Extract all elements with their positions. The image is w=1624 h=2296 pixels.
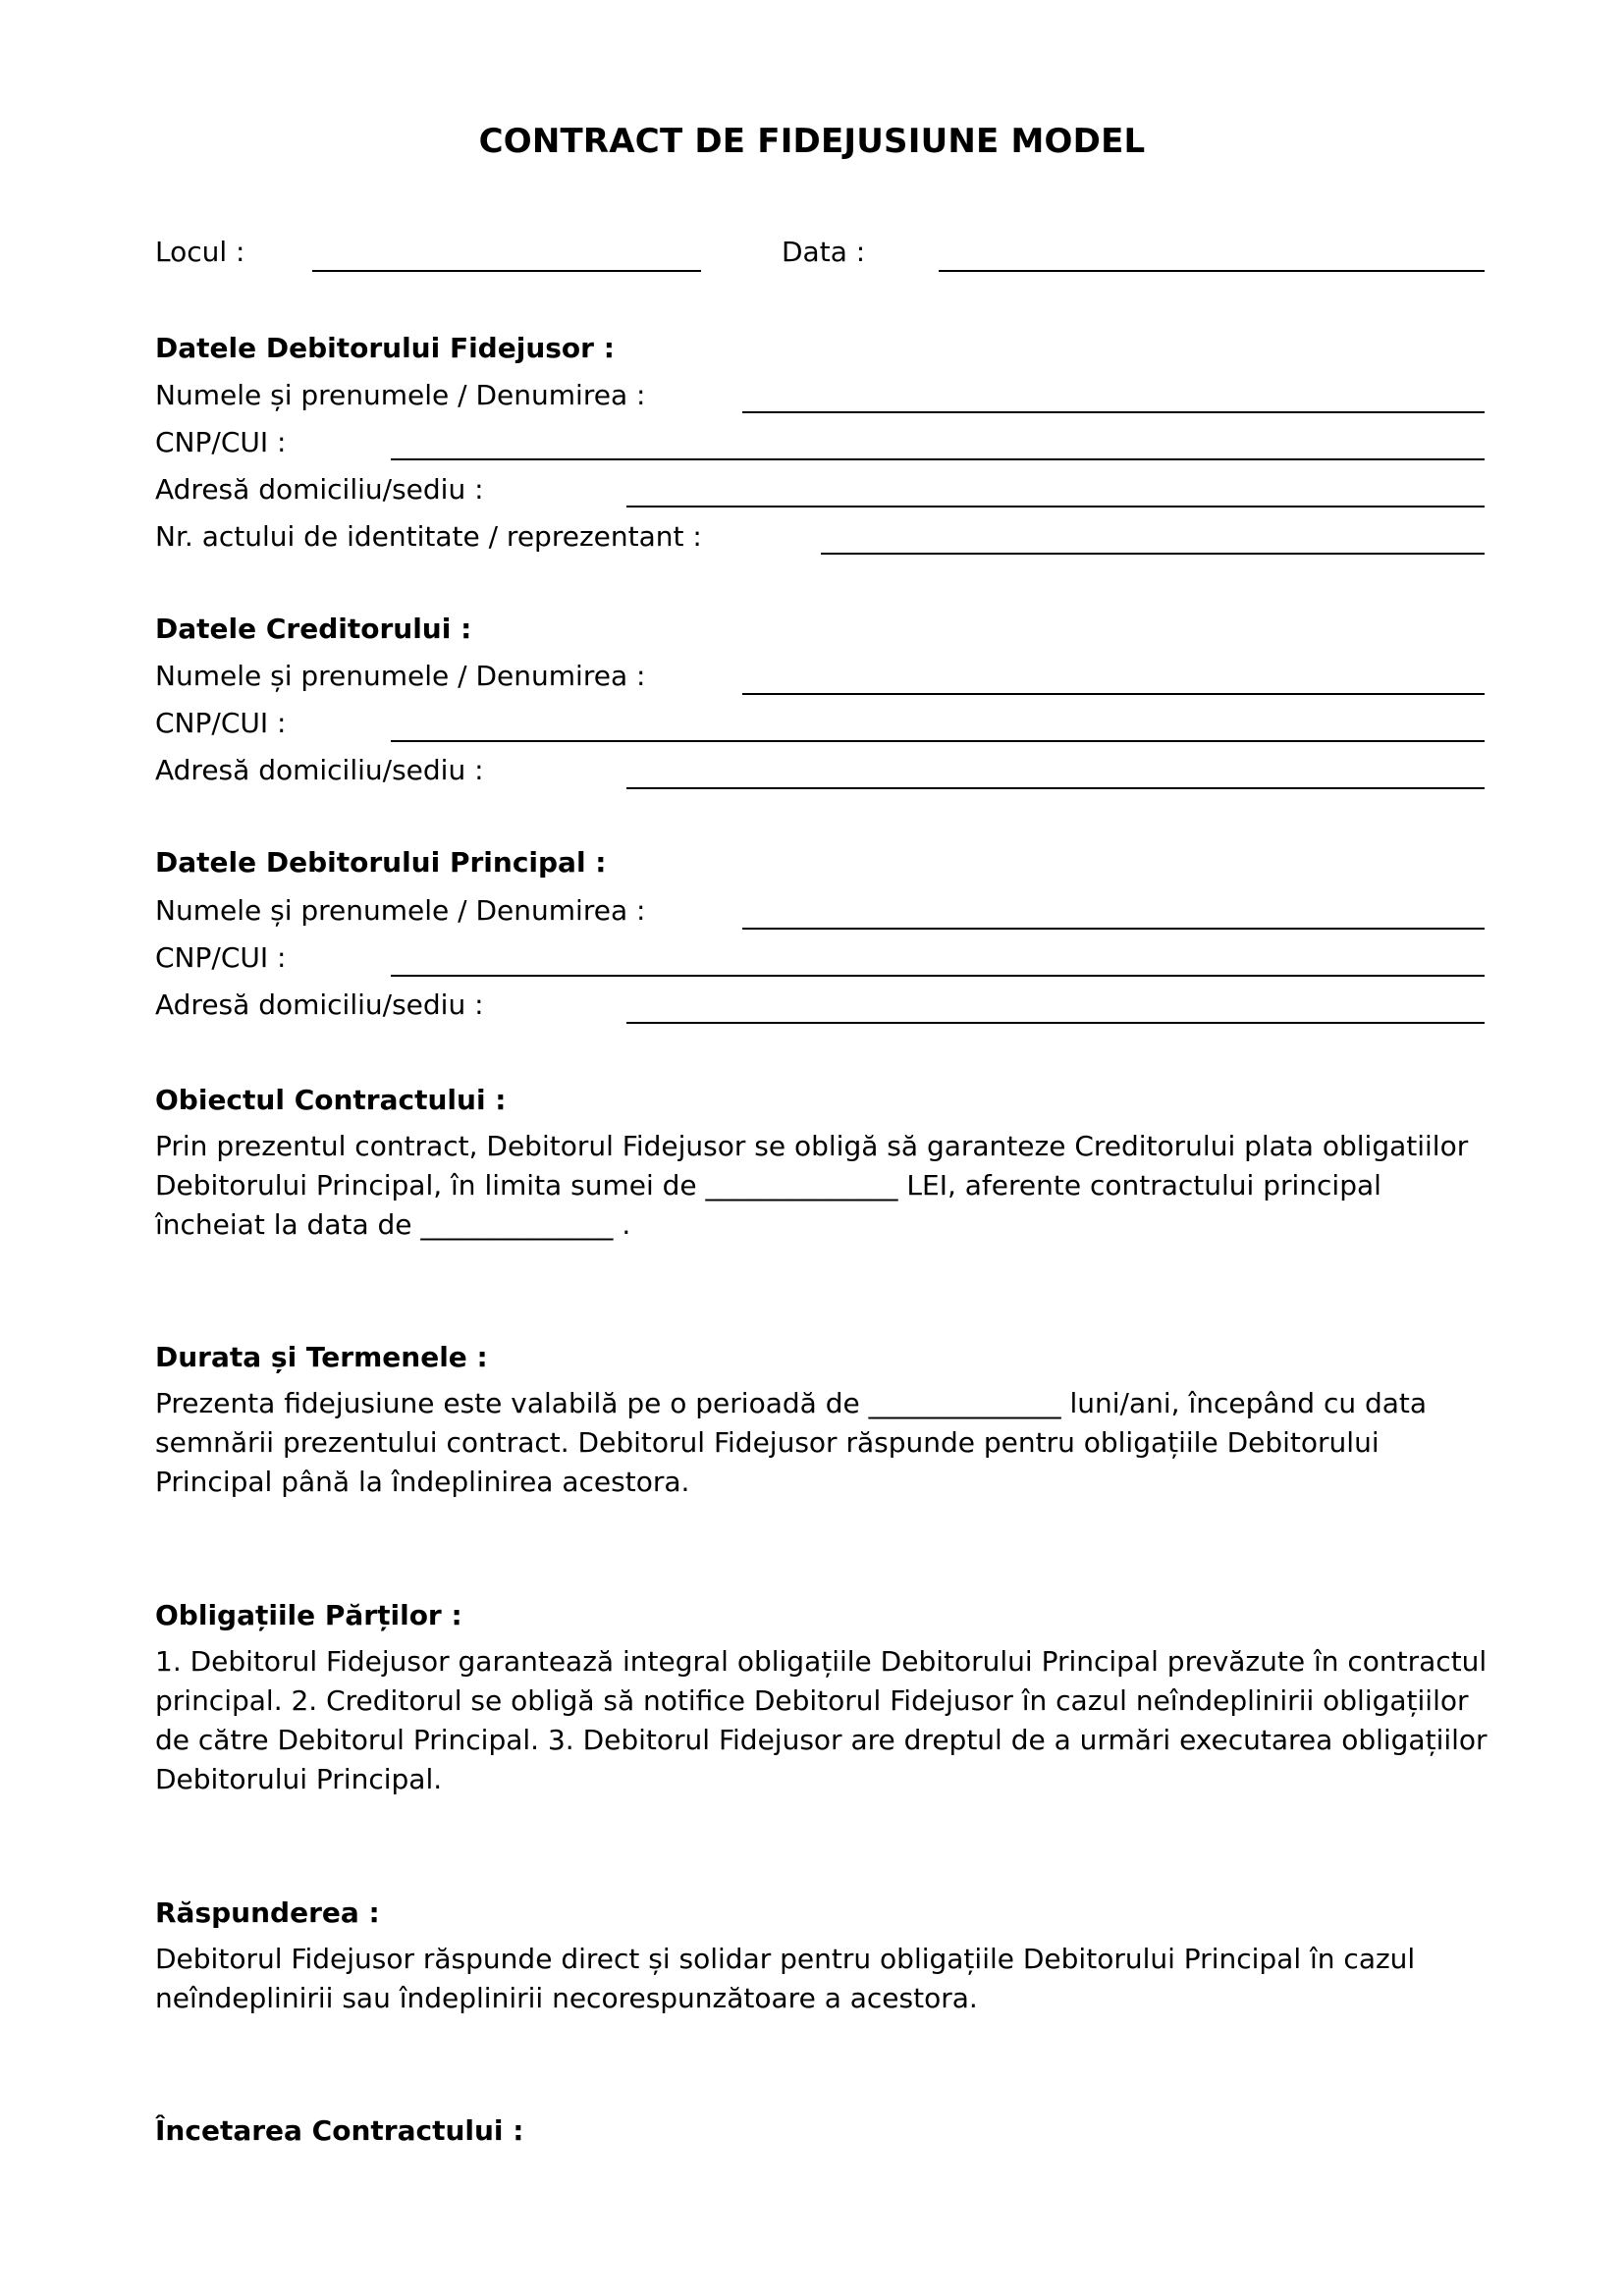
date-label: Data : [782,236,866,268]
fideiussor-heading: Datele Debitorului Fidejusor : [155,332,615,364]
place-field-line[interactable] [312,270,701,272]
object-paragraph: Prin prezentul contract, Debitorul Fidejusor se obligă să garanteze Creditorului plata obligatiilor Debitorului Principal, în limita sumei de ______________ LEI, aferente contractului principal încheiat la data de ______________ . [155,1130,1469,1241]
creditor-cnp-field-line[interactable] [391,740,1485,742]
creditor-heading: Datele Creditorului : [155,613,472,645]
creditor-cnp-label: CNP/CUI : [155,707,287,739]
principal-cnp-field-line[interactable] [391,975,1485,977]
liability-heading: Răspunderea : [155,1896,380,1929]
creditor-address-field-line[interactable] [626,787,1485,789]
principal-name-field-line[interactable] [742,928,1485,930]
creditor-name-label: Numele și prenumele / Denumirea : [155,660,646,692]
document-title: CONTRACT DE FIDEJUSIUNE MODEL [478,122,1146,161]
principal-heading: Datele Debitorului Principal : [155,846,607,879]
fideiussor-address-label: Adresă domiciliu/sediu : [155,473,484,506]
liability-paragraph: Debitorul Fidejusor răspunde direct și solidar pentru obligațiile Debitorului Principal în cazul neîndeplinirii sau îndeplinirii necorespunzătoare a acestora. [155,1943,1416,2014]
object-heading: Obiectul Contractului : [155,1084,507,1116]
principal-name-label: Numele și prenumele / Denumirea : [155,894,646,927]
date-field-line[interactable] [939,270,1485,272]
principal-address-field-line[interactable] [626,1022,1485,1024]
creditor-name-field-line[interactable] [742,693,1485,695]
duration-paragraph: Prezenta fidejusiune este valabilă pe o perioadă de ______________ luni/ani, începând cu data semnării prezentului contract. Debitorul Fidejusor răspunde pentru obligațiile Debitorului Principal până la îndeplinirea acestora. [155,1387,1428,1498]
fideiussor-address-field-line[interactable] [626,506,1485,507]
duration-heading: Durata și Termenele : [155,1341,488,1373]
fideiussor-name-field-line[interactable] [742,411,1485,413]
creditor-address-label: Adresă domiciliu/sediu : [155,754,484,786]
principal-address-label: Adresă domiciliu/sediu : [155,988,484,1021]
fideiussor-id-label: Nr. actului de identitate / reprezentant : [155,520,702,553]
principal-cnp-label: CNP/CUI : [155,941,287,974]
fideiussor-name-label: Numele și prenumele / Denumirea : [155,379,646,411]
obligations-heading: Obligațiile Părților : [155,1599,462,1631]
termination-heading: Încetarea Contractului : [155,2114,524,2147]
fideiussor-cnp-field-line[interactable] [391,458,1485,460]
place-label: Locul : [155,236,245,268]
fideiussor-id-field-line[interactable] [821,553,1485,555]
obligations-paragraph: 1. Debitorul Fidejusor garantează integral obligațiile Debitorului Principal prevăzute în contractul principal. 2. Creditorul se obligă să notifice Debitorul Fidejusor în cazul neîndeplinirii obligațiilor de către Debitorul Principal. 3. Debitorul Fidejusor are dreptul de a urmări executarea obligațiilor Debitorului Principal. [155,1645,1488,1795]
fideiussor-cnp-label: CNP/CUI : [155,426,287,458]
